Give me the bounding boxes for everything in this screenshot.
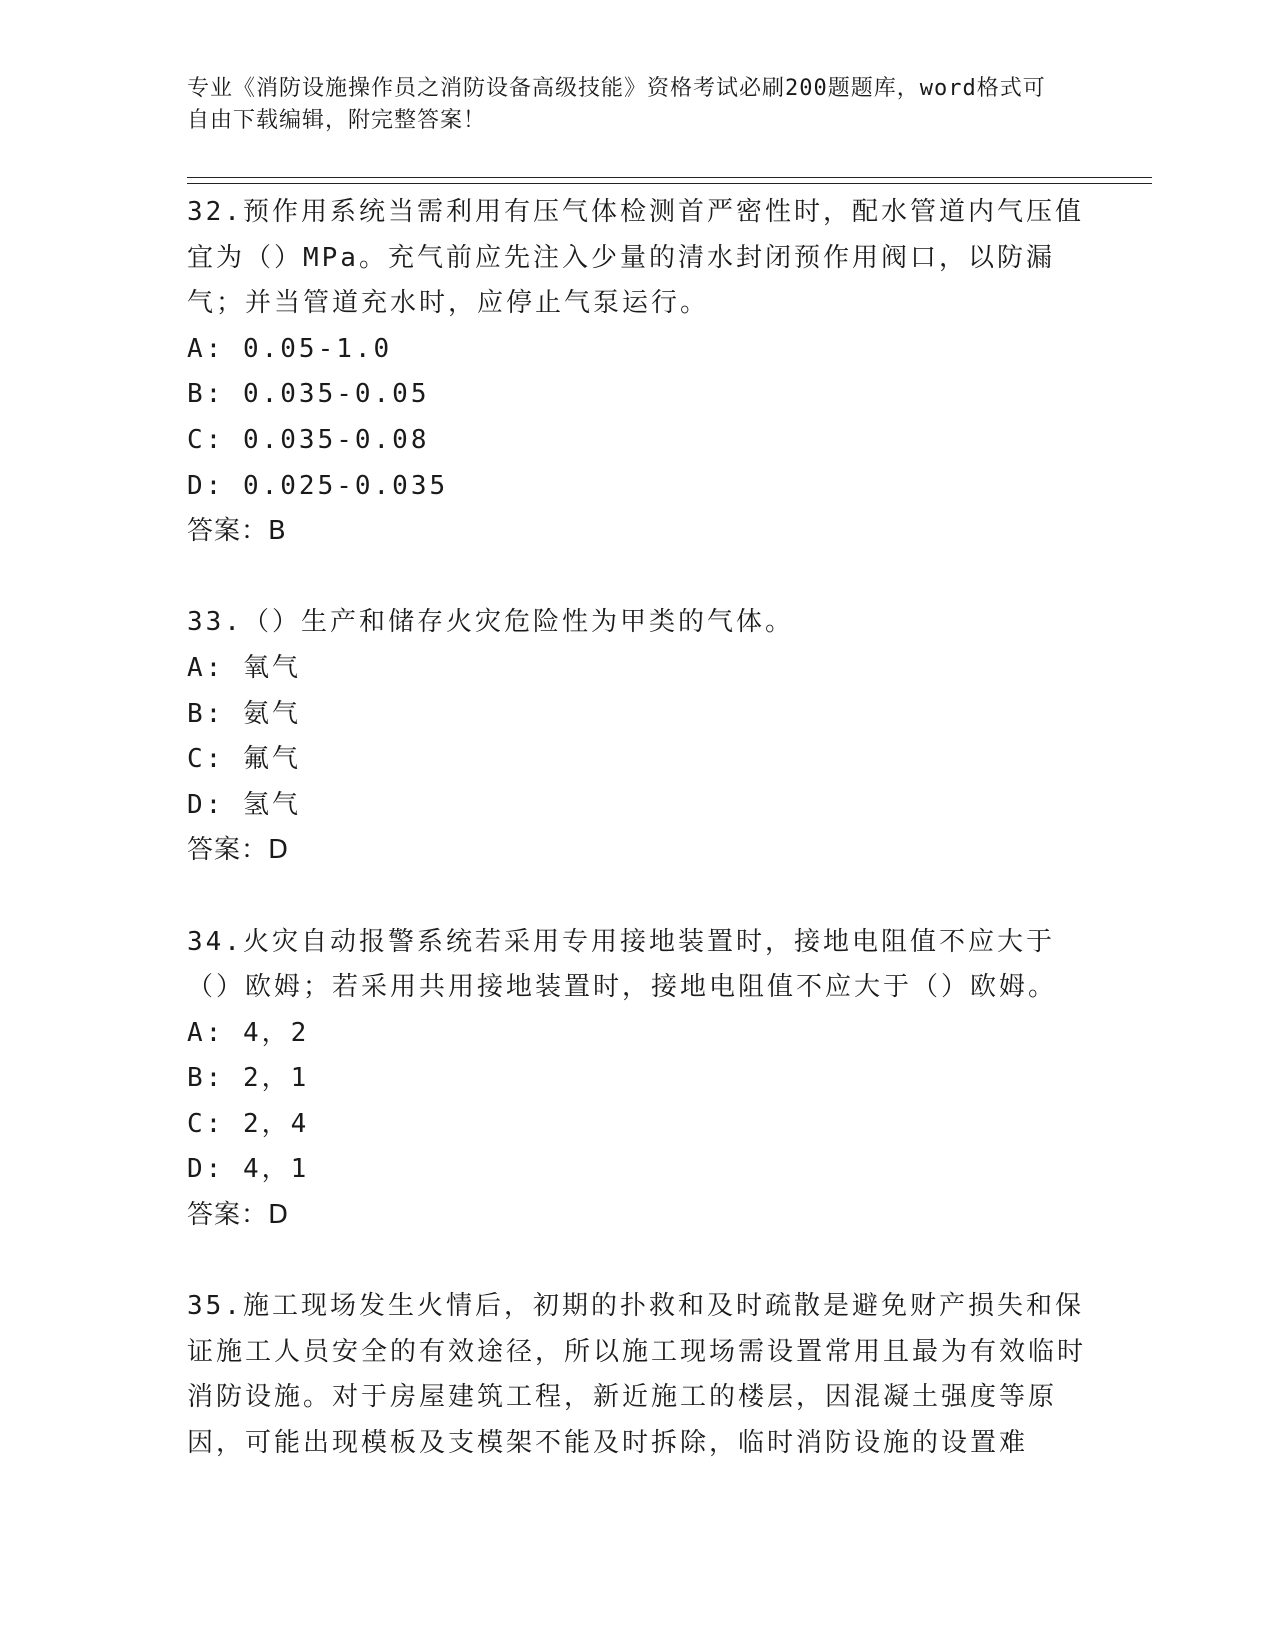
option-c: C: 氟气 [187, 744, 301, 775]
question-text: 32.预作用系统当需利用有压气体检测首严密性时，配水管道内气压值宜为（）MPa。充气前应先注入少量的清水封闭预作用阀口，以防漏气；并当管道充水时，应停止气泵运行。 [187, 197, 1084, 319]
option-b: B: 氨气 [187, 698, 301, 729]
option-b: B: 0.035-0.05 [187, 379, 430, 410]
question-32 [187, 190, 1087, 555]
question-text: 33.（）生产和储存火灾危险性为甲类的气体。 [187, 607, 794, 638]
document-header: 专业《消防设施操作员之消防设备高级技能》资格考试必刷200题题库，word格式可自由下载编辑，附完整答案！ [187, 76, 1046, 133]
question-34 [187, 920, 1087, 1239]
option-b: B: 2，1 [187, 1063, 310, 1094]
option-c: C: 0.035-0.08 [187, 424, 430, 455]
option-d: D: 0.025-0.035 [187, 470, 449, 501]
option-a: A: 0.05-1.0 [187, 333, 393, 364]
answer: 答案：D [187, 1200, 290, 1231]
question-35 [187, 1284, 1087, 1466]
option-d: D: 氢气 [187, 789, 301, 820]
option-a: A: 4，2 [187, 1017, 310, 1048]
question-list [187, 190, 1087, 1467]
option-d: D: 4，1 [187, 1154, 310, 1185]
option-c: C: 2，4 [187, 1108, 310, 1139]
header-rule-top [187, 177, 1152, 178]
spacer [187, 874, 1087, 920]
option-a: A: 氧气 [187, 652, 301, 683]
question-text: 34.火灾自动报警系统若采用专用接地装置时，接地电阻值不应大于（）欧姆；若采用共用接地装置时，接地电阻值不应大于（）欧姆。 [187, 926, 1058, 1003]
question-text: 35.施工现场发生火情后，初期的扑救和及时疏散是避免财产损失和保证施工人员安全的有效途径，所以施工现场需设置常用且最为有效临时消防设施。对于房屋建筑工程，新近施工的楼层，因混凝土强度等原因，可能出现模板及支模架不能及时拆除，临时消防设施的设置难 [187, 1291, 1087, 1459]
answer: 答案：D [187, 835, 290, 866]
answer: 答案：B [187, 516, 287, 547]
question-33 [187, 600, 1087, 874]
header-rule-bottom [187, 183, 1152, 184]
spacer [187, 1239, 1087, 1285]
spacer [187, 555, 1087, 601]
